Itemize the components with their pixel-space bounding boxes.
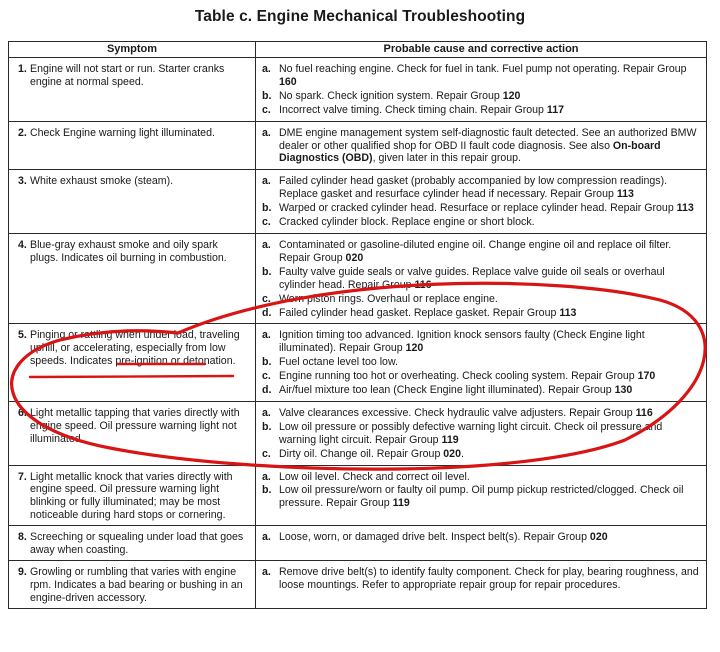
symptom-number: 5. xyxy=(18,329,27,342)
table-row xyxy=(9,465,707,526)
repair-group-ref: 113 xyxy=(676,202,694,215)
repair-group-ref: 020 xyxy=(345,251,364,264)
repair-group-ref: 119 xyxy=(392,497,410,510)
repair-group-ref: 113 xyxy=(559,306,577,319)
symptom-text: White exhaust smoke (steam). xyxy=(30,175,174,188)
cause-letter: c. xyxy=(262,370,271,383)
table-row xyxy=(9,170,707,234)
cause-item xyxy=(262,356,702,369)
cause-text-tail: , given later in this repair group. xyxy=(372,152,521,165)
cause-item xyxy=(262,329,702,355)
symptom-number: 8. xyxy=(18,531,27,544)
cause-letter: a. xyxy=(262,175,271,188)
symptom-number: 1. xyxy=(18,63,27,75)
cause-letter: a. xyxy=(262,126,271,139)
cause-item xyxy=(262,448,702,461)
symptom-text: Engine will not start or run. Starter cranks engine at normal speed. xyxy=(30,63,225,88)
symptom-text: Blue-gray exhaust smoke and oily spark plugs. Indicates oil burning in combustion. xyxy=(30,238,227,264)
symptom-number: 6. xyxy=(18,406,27,419)
symptom-text: Light metallic tapping that varies directly with engine speed. Oil pressure warning light not illuminated. xyxy=(30,406,240,445)
symptom-number: 4. xyxy=(18,238,27,251)
cause-text: Ignition timing too advanced. Ignition knock sensors faulty (Check Engine light illuminated). Repair Group xyxy=(279,329,645,355)
symptom-text: Check Engine warning light illuminated. xyxy=(30,126,215,139)
cause-text: Low oil level. Check and correct oil level. xyxy=(279,470,470,483)
table-row xyxy=(9,233,707,323)
cause-text: Contaminated or gasoline-diluted engine oil. Change engine oil and replace oil filter. Repair Group xyxy=(279,238,672,264)
cause-text: Valve clearances excessive. Check hydraulic valve adjusters. Repair Group xyxy=(279,406,636,419)
symptom-cell xyxy=(9,58,256,122)
symptom-number: 3. xyxy=(18,175,27,188)
symptom-text: Screeching or squealing under load that goes away when coasting. xyxy=(30,531,244,557)
table-body xyxy=(9,58,707,609)
cause-text: Warped or cracked cylinder head. Resurface or replace cylinder head. Repair Group xyxy=(279,202,677,215)
cause-item xyxy=(262,566,702,592)
cause-text: Failed cylinder head gasket. Replace gasket. Repair Group xyxy=(279,306,560,319)
table-row xyxy=(9,58,707,122)
cause-text: DME engine management system self-diagnostic fault detected. See an authorized BMW dealer or other qualified shop for OBD II fault code diagnosis. See also xyxy=(279,126,697,152)
symptom-cell xyxy=(9,526,256,561)
table-row xyxy=(9,561,707,609)
table-row xyxy=(9,121,707,170)
symptom-text: Pinging or rattling when under load, traveling uphill, or accelerating, especially from low speeds. Indicates pre-ignition or detonation. xyxy=(30,329,240,368)
table-header-row xyxy=(9,42,707,58)
cause-letter: a. xyxy=(262,329,271,342)
cause-header: Probable cause and corrective action xyxy=(256,42,707,58)
symptom-cell xyxy=(9,401,256,465)
symptom-cell xyxy=(9,121,256,170)
cause-text: Air/fuel mixture too lean (Check Engine light illuminated). Repair Group xyxy=(279,384,615,397)
cause-text: Cracked cylinder block. Replace engine or short block. xyxy=(279,216,535,229)
repair-group-ref: 020 xyxy=(443,447,461,460)
cause-item xyxy=(262,407,702,420)
symptom-text: Light metallic knock that varies directly with engine speed. Oil pressure warning light blinking or fully illuminated; may be most noticeable during hard stops or cornering. xyxy=(30,470,233,522)
repair-group-ref: 116 xyxy=(635,406,653,419)
cause-text: Remove drive belt(s) to identify faulty component. Check for play, bearing roughness, and loose mountings. Refer to appropriate repair group for repair procedures. xyxy=(279,566,699,591)
symptom-number: 9. xyxy=(18,566,27,578)
cause-letter: c. xyxy=(262,103,271,116)
cause-text: Dirty oil. Change oil. Repair Group xyxy=(279,447,444,460)
cause-letter: a. xyxy=(262,531,271,544)
cause-item xyxy=(262,216,702,229)
page-title: Table c. Engine Mechanical Troubleshooting xyxy=(194,8,526,25)
cause-text: Incorrect valve timing. Check timing chain. Repair Group xyxy=(279,103,547,116)
cause-letter: b. xyxy=(262,356,272,369)
cause-letter: a. xyxy=(262,566,271,578)
cause-letter: b. xyxy=(262,202,272,215)
repair-group-ref: 020 xyxy=(589,531,608,544)
cause-item xyxy=(262,471,702,484)
cause-text: Engine running too hot or overheating. Check cooling system. Repair Group xyxy=(279,370,638,383)
cause-item xyxy=(262,293,702,306)
repair-group-ref: 120 xyxy=(502,89,521,102)
cause-text: Failed cylinder head gasket (probably accompanied by low compression readings). Replace gasket and resurface cylinder head if necessary. Repair Group xyxy=(279,175,668,201)
cause-letter: a. xyxy=(262,470,271,483)
symptom-cell xyxy=(9,233,256,323)
cause-cell xyxy=(256,526,707,561)
cause-letter: c. xyxy=(262,292,271,305)
repair-group-ref: 116 xyxy=(414,278,432,291)
cause-letter: d. xyxy=(262,384,272,397)
symptom-cell xyxy=(9,324,256,402)
cause-item xyxy=(262,63,702,89)
symptom-number: 2. xyxy=(18,126,27,139)
cause-item xyxy=(262,370,702,383)
cause-text: Low oil pressure/worn or faulty oil pump. Oil pump pickup restricted/clogged. Check oil pressure. Repair Group xyxy=(279,484,684,510)
table-row xyxy=(9,324,707,402)
cause-item xyxy=(262,484,702,510)
cause-item xyxy=(262,175,702,201)
cause-text: No spark. Check ignition system. Repair Group xyxy=(279,89,503,102)
symptom-number: 7. xyxy=(18,470,27,483)
cause-text: Faulty valve guide seals or valve guides. Replace valve guide oil seals or overhaul cylinder head. Repair Group xyxy=(279,265,665,291)
cause-cell xyxy=(256,121,707,170)
cause-letter: b. xyxy=(262,484,272,497)
cause-letter: c. xyxy=(262,447,271,460)
cause-letter: d. xyxy=(262,306,272,319)
cause-letter: a. xyxy=(262,406,271,419)
symptom-text: Growling or rumbling that varies with engine rpm. Indicates a bad bearing or bushing in an engine-driven accessory. xyxy=(30,566,243,604)
cause-cell xyxy=(256,170,707,234)
symptom-cell xyxy=(9,465,256,526)
cause-text: No fuel reaching engine. Check for fuel in tank. Fuel pump not operating. Repair Group xyxy=(279,63,687,75)
cause-item xyxy=(262,202,702,215)
repair-group-ref: 113 xyxy=(616,188,634,201)
cause-item xyxy=(262,421,702,447)
cause-cell xyxy=(256,233,707,323)
cause-item xyxy=(262,531,702,544)
cause-text: Worn piston rings. Overhaul or replace engine. xyxy=(279,292,498,305)
troubleshooting-table xyxy=(8,41,707,609)
symptom-cell xyxy=(9,170,256,234)
table-row xyxy=(9,401,707,465)
repair-group-ref: 170 xyxy=(637,370,656,383)
cause-letter: b. xyxy=(262,420,272,433)
cause-cell xyxy=(256,324,707,402)
cause-letter: a. xyxy=(262,63,271,75)
cause-letter: c. xyxy=(262,216,271,229)
symptom-header: Symptom xyxy=(9,42,256,58)
repair-group-ref: 119 xyxy=(441,433,459,446)
cause-item xyxy=(262,104,702,117)
symptom-cell xyxy=(9,561,256,609)
cause-item xyxy=(262,384,702,397)
cause-item xyxy=(262,239,702,265)
cause-cell xyxy=(256,561,707,609)
cause-letter: b. xyxy=(262,89,272,102)
repair-group-ref: 130 xyxy=(614,384,633,397)
cause-item xyxy=(262,307,702,320)
cause-text-tail: . xyxy=(460,447,464,460)
cause-text: Loose, worn, or damaged drive belt. Inspect belt(s). Repair Group xyxy=(279,531,590,544)
cause-item xyxy=(262,90,702,103)
cause-text: Low oil pressure or possibly defective warning light circuit. Check oil pressure and warning light circuit. Repair Group xyxy=(279,420,663,446)
cause-cell xyxy=(256,58,707,122)
cause-item xyxy=(262,266,702,292)
cause-cell xyxy=(256,465,707,526)
repair-group-ref: 120 xyxy=(405,342,424,355)
repair-group-ref: On-board Diagnostics (OBD) xyxy=(279,139,661,165)
cause-text: Fuel octane level too low. xyxy=(279,356,398,369)
repair-group-ref: 160 xyxy=(279,75,297,88)
cause-letter: b. xyxy=(262,265,272,278)
table-row xyxy=(9,526,707,561)
repair-group-ref: 117 xyxy=(546,103,564,116)
cause-item xyxy=(262,127,702,166)
cause-cell xyxy=(256,401,707,465)
cause-letter: a. xyxy=(262,238,271,251)
